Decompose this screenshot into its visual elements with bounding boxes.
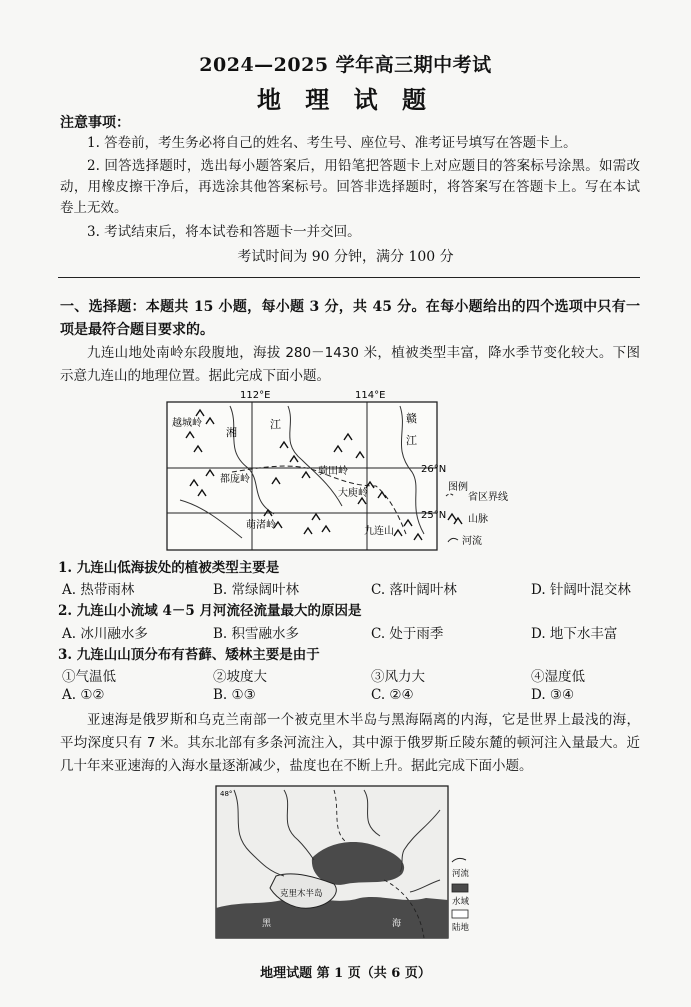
question-3-option-c[interactable]: C. ②④ <box>371 687 414 703</box>
exam-title: 2024—2025 学年高三期中考试 <box>199 54 492 76</box>
label-48: 48° <box>220 790 233 798</box>
divider <box>58 277 640 278</box>
lon-label-112: 112°E <box>240 390 271 401</box>
map-azov-sea <box>214 780 476 942</box>
lon-label-114: 114°E <box>355 390 386 401</box>
question-3-option-b[interactable]: B. ①③ <box>213 687 256 703</box>
label-gan: 赣 <box>406 412 417 425</box>
lat-label-26: 26°N <box>421 464 447 475</box>
question-1-option-d[interactable]: D. 针阔叶混交林 <box>531 582 631 598</box>
note-item-2: 2. 回答选择题时，选出每小题答案后，用铅笔把答题卡上对应题目的答案标号涂黑。如需改动，用橡皮擦干净后，再选涂其他答案标号。回答非选择题时，将答案写在答题卡上。写在本试卷上无效。 <box>60 158 640 216</box>
question-3-stem: 3. 九连山山顶分布有苔藓、矮林主要是由于 <box>58 647 320 663</box>
question-2-option-d[interactable]: D. 地下水丰富 <box>531 626 618 642</box>
legend-mountain: 山脉 <box>468 514 488 525</box>
label-dayuling: 大庾岭 <box>338 488 368 499</box>
note-item-1: 1. 答卷前，考生务必将自己的姓名、考生号、座位号、准考证号填写在答题卡上。 <box>87 135 577 151</box>
legend-mountain-symbol <box>448 514 462 524</box>
question-3-statement-1: ①气温低 <box>62 669 116 685</box>
legend-water-symbol <box>452 884 468 892</box>
map2-legend <box>452 858 470 933</box>
map1-legend <box>446 480 508 547</box>
legend-boundary: 省区界线 <box>468 492 508 503</box>
label-mengzhuling: 萌渚岭 <box>246 520 276 531</box>
legend-river-symbol <box>452 858 466 862</box>
question-2-option-c[interactable]: C. 处于雨季 <box>371 626 444 642</box>
label-jiulianshan: 九连山 <box>364 526 394 537</box>
label-hei: 黑 <box>262 919 272 929</box>
question-3-option-d[interactable]: D. ③④ <box>531 687 575 703</box>
legend-water: 水域 <box>452 897 470 907</box>
question-1-option-a[interactable]: A. 热带雨林 <box>62 582 135 598</box>
section-title: 一、选择题：本题共 15 小题，每小题 3 分，共 45 分。在每小题给出的四个选项中只有一项是最符合题目要求的。 <box>60 299 640 338</box>
lat-label-25: 25°N <box>421 510 447 521</box>
label-jiang-1: 江 <box>270 418 281 431</box>
label-jiang-2: 江 <box>406 434 417 447</box>
question-1-option-c[interactable]: C. 落叶阔叶林 <box>371 582 457 598</box>
subject-title: 地 理 试 题 <box>256 85 435 114</box>
label-dupangling: 都庞岭 <box>220 474 250 485</box>
exam-info: 考试时间为 90 分钟，满分 100 分 <box>237 249 454 265</box>
label-xiang: 湘 <box>226 426 237 439</box>
legend-river: 河流 <box>462 536 482 547</box>
legend-title: 图例 <box>448 482 468 493</box>
question-3-statement-2: ②坡度大 <box>213 669 267 685</box>
label-qitianling: 骑田岭 <box>318 466 348 477</box>
notes-heading: 注意事项： <box>60 115 130 131</box>
label-yuechengling: 越城岭 <box>172 418 202 429</box>
question-3-statement-3: ③风力大 <box>371 669 425 685</box>
question-2-stem: 2. 九连山小流域 4－5 月河流径流量最大的原因是 <box>58 603 362 619</box>
legend-river: 河流 <box>452 869 470 879</box>
map-jiulian-location <box>162 388 557 556</box>
label-hai: 海 <box>392 919 402 929</box>
question-1-option-b[interactable]: B. 常绿阔叶林 <box>213 582 300 598</box>
question-3-statement-4: ④湿度低 <box>531 669 585 685</box>
legend-boundary-symbol <box>446 494 454 496</box>
passage-jiulian: 九连山地处南岭东段腹地，海拔 280－1430 米，植被类型丰富，降水季节变化较大。下图示意九连山的地理位置。据此完成下面小题。 <box>60 345 640 384</box>
map-frame <box>167 402 437 550</box>
question-2-option-b[interactable]: B. 积雪融水多 <box>213 626 300 642</box>
question-3-option-a[interactable]: A. ①② <box>62 687 105 703</box>
legend-land-symbol <box>452 910 468 918</box>
question-2-option-a[interactable]: A. 冰川融水多 <box>62 626 148 642</box>
note-item-3: 3. 考试结束后，将本试卷和答题卡一并交回。 <box>87 224 361 240</box>
passage-azov-sea: 亚速海是俄罗斯和乌克兰南部一个被克里木半岛与黑海隔离的内海，它是世界上最浅的海，平均深度只有 7 米。其东北部有多条河流注入，其中源于俄罗斯丘陵东麓的顿河注入量最大。近几十年来亚速海的入海水量逐渐减少，盐度也在不断上升。据此完成下面小题。 <box>60 712 640 774</box>
question-1-stem: 1. 九连山低海拔处的植被类型主要是 <box>58 560 280 576</box>
legend-river-symbol <box>448 538 458 542</box>
legend-land: 陆地 <box>452 923 470 933</box>
page-footer: 地理试题 第 1 页（共 6 页） <box>260 966 431 981</box>
label-crimea: 克里木半岛 <box>280 889 323 899</box>
